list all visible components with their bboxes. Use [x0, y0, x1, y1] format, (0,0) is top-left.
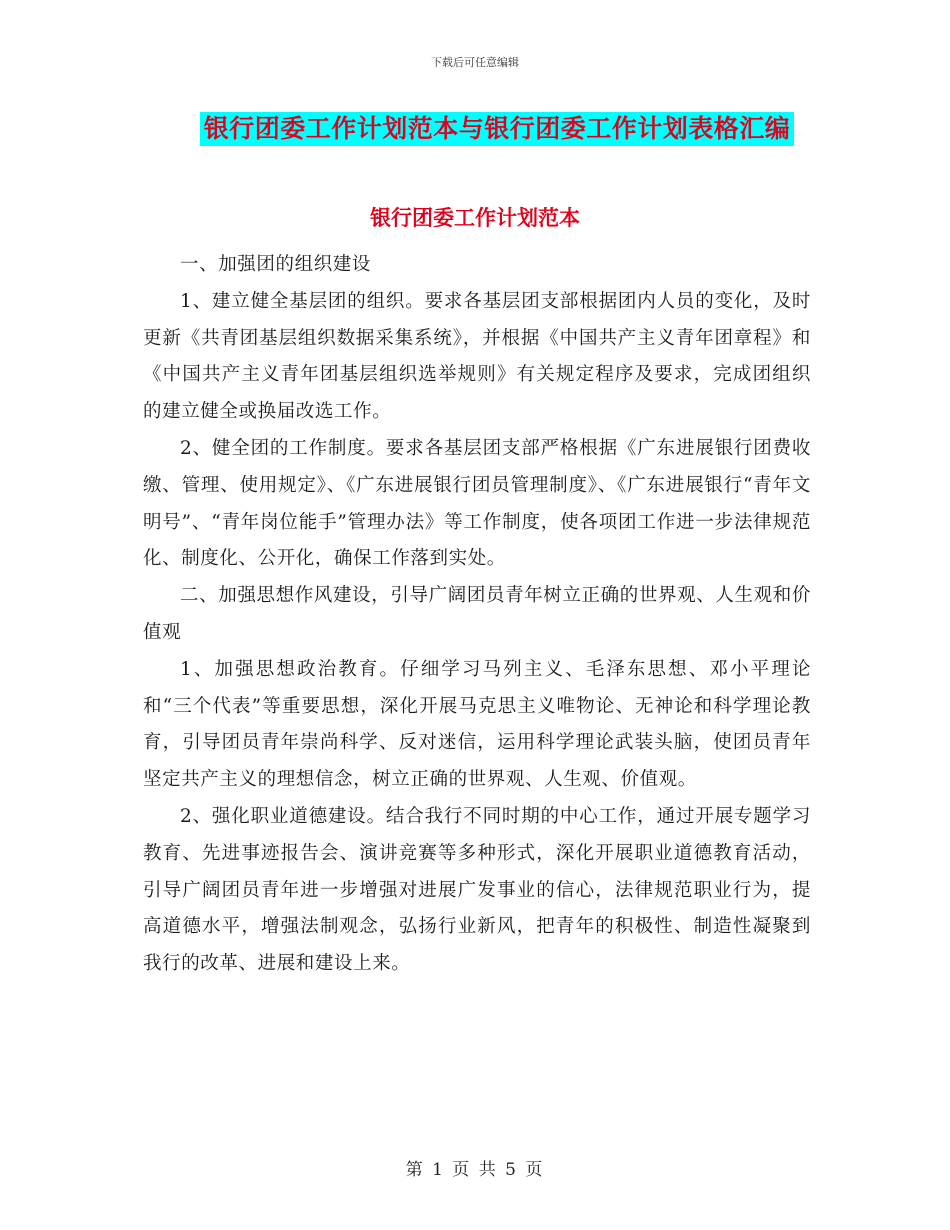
section-title: 银行团委工作计划范本 — [370, 206, 580, 230]
document-title: 银行团委工作计划范本与银行团委工作计划表格汇编 — [200, 112, 795, 146]
document-title-container — [0, 112, 950, 146]
page-footer: 第 1 页 共 5 页 — [405, 1160, 545, 1180]
document-body — [143, 247, 811, 983]
header-note: 下载后可任意编辑 — [431, 56, 519, 69]
paragraph: 2、健全团的工作制度。要求各基层团支部严格根据《广东进展银行团费收缴、管理、使用规定》、《广东进展银行团员管理制度》、《广东进展银行“青年文明号”、“青年岗位能手”管理办法》等工作制度，使各项团工作进一步法律规范化、制度化、公开化，确保工作落到实处。 — [143, 437, 811, 570]
paragraph-heading-1: 一、加强团的组织建设 — [180, 254, 372, 275]
paragraph: 1、加强思想政治教育。仔细学习马列主义、毛泽东思想、邓小平理论和“三个代表”等重要思想，深化开展马克思主义唯物论、无神论和科学理论教育，引导团员青年崇尚科学、反对迷信，运用科学理论武装头脑，使团员青年坚定共产主义的理想信念，树立正确的世界观、人生观、价值观。 — [143, 658, 811, 791]
paragraph: 2、强化职业道德建设。结合我行不同时期的中心工作，通过开展专题学习教育、先进事迹报告会、演讲竞赛等多种形式，深化开展职业道德教育活动，引导广阔团员青年进一步增强对进展广发事业的信心，法律规范职业行为，提高道德水平，增强法制观念，弘扬行业新风，把青年的积极性、制造性凝聚到我行的改革、进展和建设上来。 — [143, 805, 811, 975]
paragraph: 1、建立健全基层团的组织。要求各基层团支部根据团内人员的变化，及时更新《共青团基层组织数据采集系统》，并根据《中国共产主义青年团章程》和《中国共产主义青年团基层组织选举规则》有关规定程序及要求，完成团组织的建立健全或换届改选工作。 — [143, 290, 811, 423]
paragraph-heading-2: 二、加强思想作风建设，引导广阔团员青年树立正确的世界观、人生观和价值观 — [143, 585, 811, 643]
